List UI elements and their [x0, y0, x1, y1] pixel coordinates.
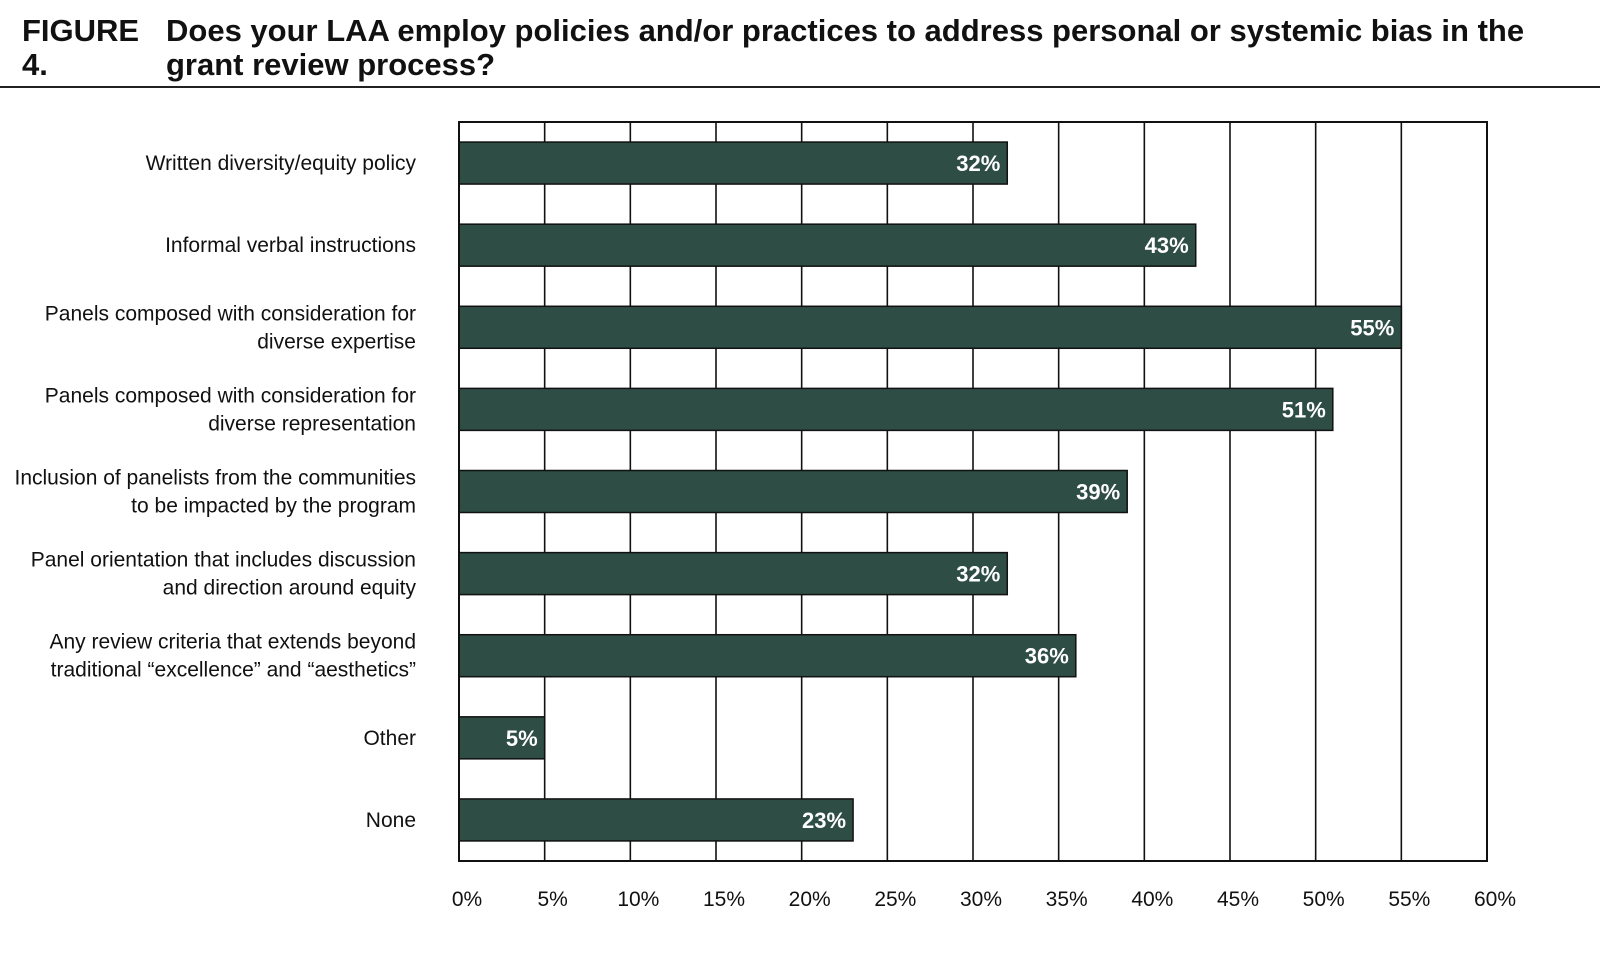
bar: [459, 471, 1127, 513]
x-tick-label: 5%: [537, 888, 568, 911]
category-label: Written diversity/equity policy: [145, 152, 416, 176]
bar: [459, 224, 1196, 266]
x-tick-label: 50%: [1302, 888, 1345, 911]
figure-number: FIGURE 4.: [22, 13, 140, 82]
bar: [459, 635, 1076, 677]
x-tick-label: 35%: [1045, 888, 1088, 911]
category-label: Panels composed with consideration for diverse representation: [44, 384, 416, 436]
x-tick-label: 15%: [702, 888, 746, 911]
bar-value-label: 43%: [1144, 233, 1189, 259]
bar-value-label: 51%: [1281, 397, 1326, 423]
bar-value-label: 5%: [505, 725, 538, 751]
category-label: Inclusion of panelists from the communities to be impacted by the program: [14, 466, 416, 518]
bar: [459, 553, 1007, 595]
bar-value-label: 36%: [1024, 643, 1069, 669]
x-tick-label: 30%: [959, 888, 1003, 911]
bar-value-label: 55%: [1350, 315, 1395, 341]
bar: [459, 388, 1333, 430]
category-label: Panel orientation that includes discussion and direction around equity: [30, 548, 416, 600]
bar: [459, 799, 853, 841]
x-tick-label: 45%: [1216, 888, 1260, 911]
x-tick-label: 10%: [617, 888, 660, 911]
bar: [459, 306, 1401, 348]
category-label: Panels composed with consideration for diverse expertise: [44, 302, 416, 354]
category-label: None: [365, 808, 416, 832]
bar-value-label: 39%: [1076, 479, 1121, 505]
bar-value-label: 32%: [956, 561, 1001, 587]
x-tick-label: 20%: [788, 888, 831, 911]
x-axis-tick-labels: [452, 888, 1516, 911]
chart-question: Does your LAA employ policies and/or practices to address personal or systemic bias in the grant review process?: [166, 13, 1525, 82]
x-tick-label: 0%: [451, 888, 483, 911]
category-label: Any review criteria that extends beyond traditional “excellence” and “aesthetics”: [49, 630, 416, 682]
x-tick-label: 60%: [1473, 888, 1517, 911]
category-label: Informal verbal instructions: [165, 234, 416, 258]
x-tick-label: 40%: [1131, 888, 1174, 911]
category-labels: [14, 152, 416, 832]
bar-value-label: 32%: [956, 151, 1001, 177]
bar: [459, 142, 1007, 184]
x-tick-label: 55%: [1388, 888, 1431, 911]
bar-value-label: 23%: [802, 807, 847, 833]
bars: [459, 142, 1401, 841]
category-label: Other: [363, 726, 416, 750]
x-tick-label: 25%: [874, 888, 917, 911]
